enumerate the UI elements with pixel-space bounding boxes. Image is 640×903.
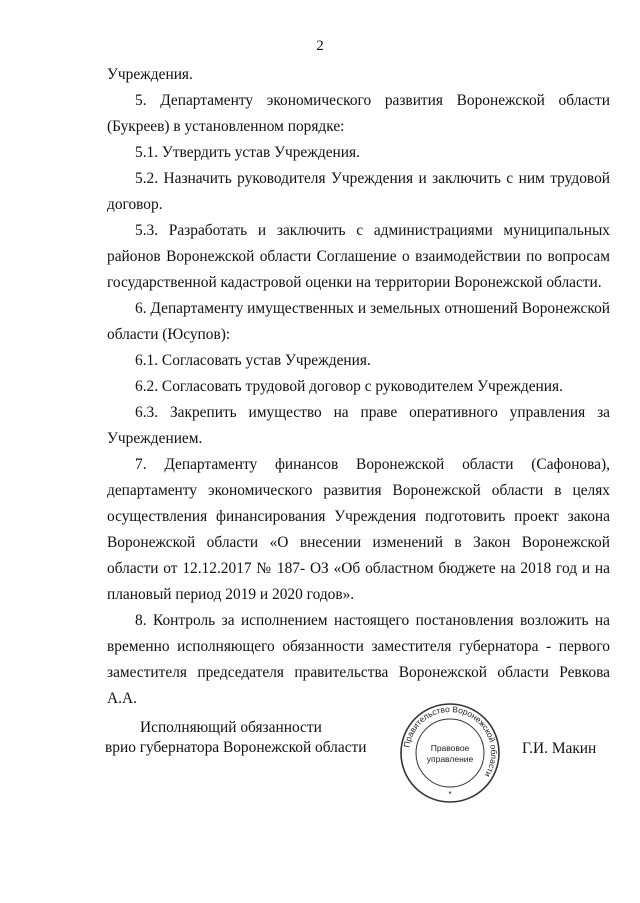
signature-block [0, 703, 640, 828]
paragraph: 6. Департаменту имущественных и земельных отношений Воронежской области (Юсупов): [107, 300, 610, 343]
signatory-title-line: Исполняющий обязанности [140, 719, 322, 736]
paragraph: 6.1. Согласовать устав Учреждения. [135, 352, 371, 369]
paragraph: 8. Контроль за исполнением настоящего постановления возложить на временно исполняющего обязанности заместителя губернатора - первого заместителя председателя правительства Воронежской области Ревкова А.А. [107, 612, 610, 707]
paragraph: 6.2. Согласовать трудовой договор с руководителем Учреждения. [135, 378, 563, 395]
signatory-title-line: врио губернатора Воронежской области [105, 739, 367, 756]
page-number: 2 [316, 38, 324, 54]
paragraph: 5.2. Назначить руководителя Учреждения и заключить с ним трудовой договор. [107, 170, 610, 213]
paragraph: 6.3. Закрепить имущество на праве оперативного управления за Учреждением. [107, 404, 610, 447]
document-body [107, 62, 610, 712]
seal-ring-text: Правительство Воронежской области [401, 703, 500, 780]
signatory-name: Г.И. Макин [522, 740, 597, 757]
seal-inner-text: управление [426, 754, 474, 764]
official-seal-stamp [398, 701, 502, 805]
seal-star: * [448, 790, 452, 799]
paragraph: 7. Департаменту финансов Воронежской области (Сафонова), департаменту экономического развития Воронежской области в целях осуществления финансирования Учреждения подготовить проект закона Воронежской области «О внесении изменений в Закон Воронежской области от 12.12.2017 № 187- ОЗ «Об областном бюджете на 2018 год и на плановый период 2019 и 2020 годов». [107, 456, 610, 603]
paragraph: Учреждения. [107, 66, 193, 83]
seal-inner-text: Правовое [430, 743, 470, 753]
paragraph: 5.1. Утвердить устав Учреждения. [135, 144, 360, 161]
paragraph: 5. Департаменту экономического развития Воронежской области (Букреев) в установленном порядке: [107, 92, 610, 135]
signatory-title [105, 718, 367, 758]
paragraph: 5.3. Разработать и заключить с администрациями муниципальных районов Воронежской области Соглашение о взаимодействии по вопросам государственной кадастровой оценки на территории Воронежской области. [107, 222, 610, 291]
